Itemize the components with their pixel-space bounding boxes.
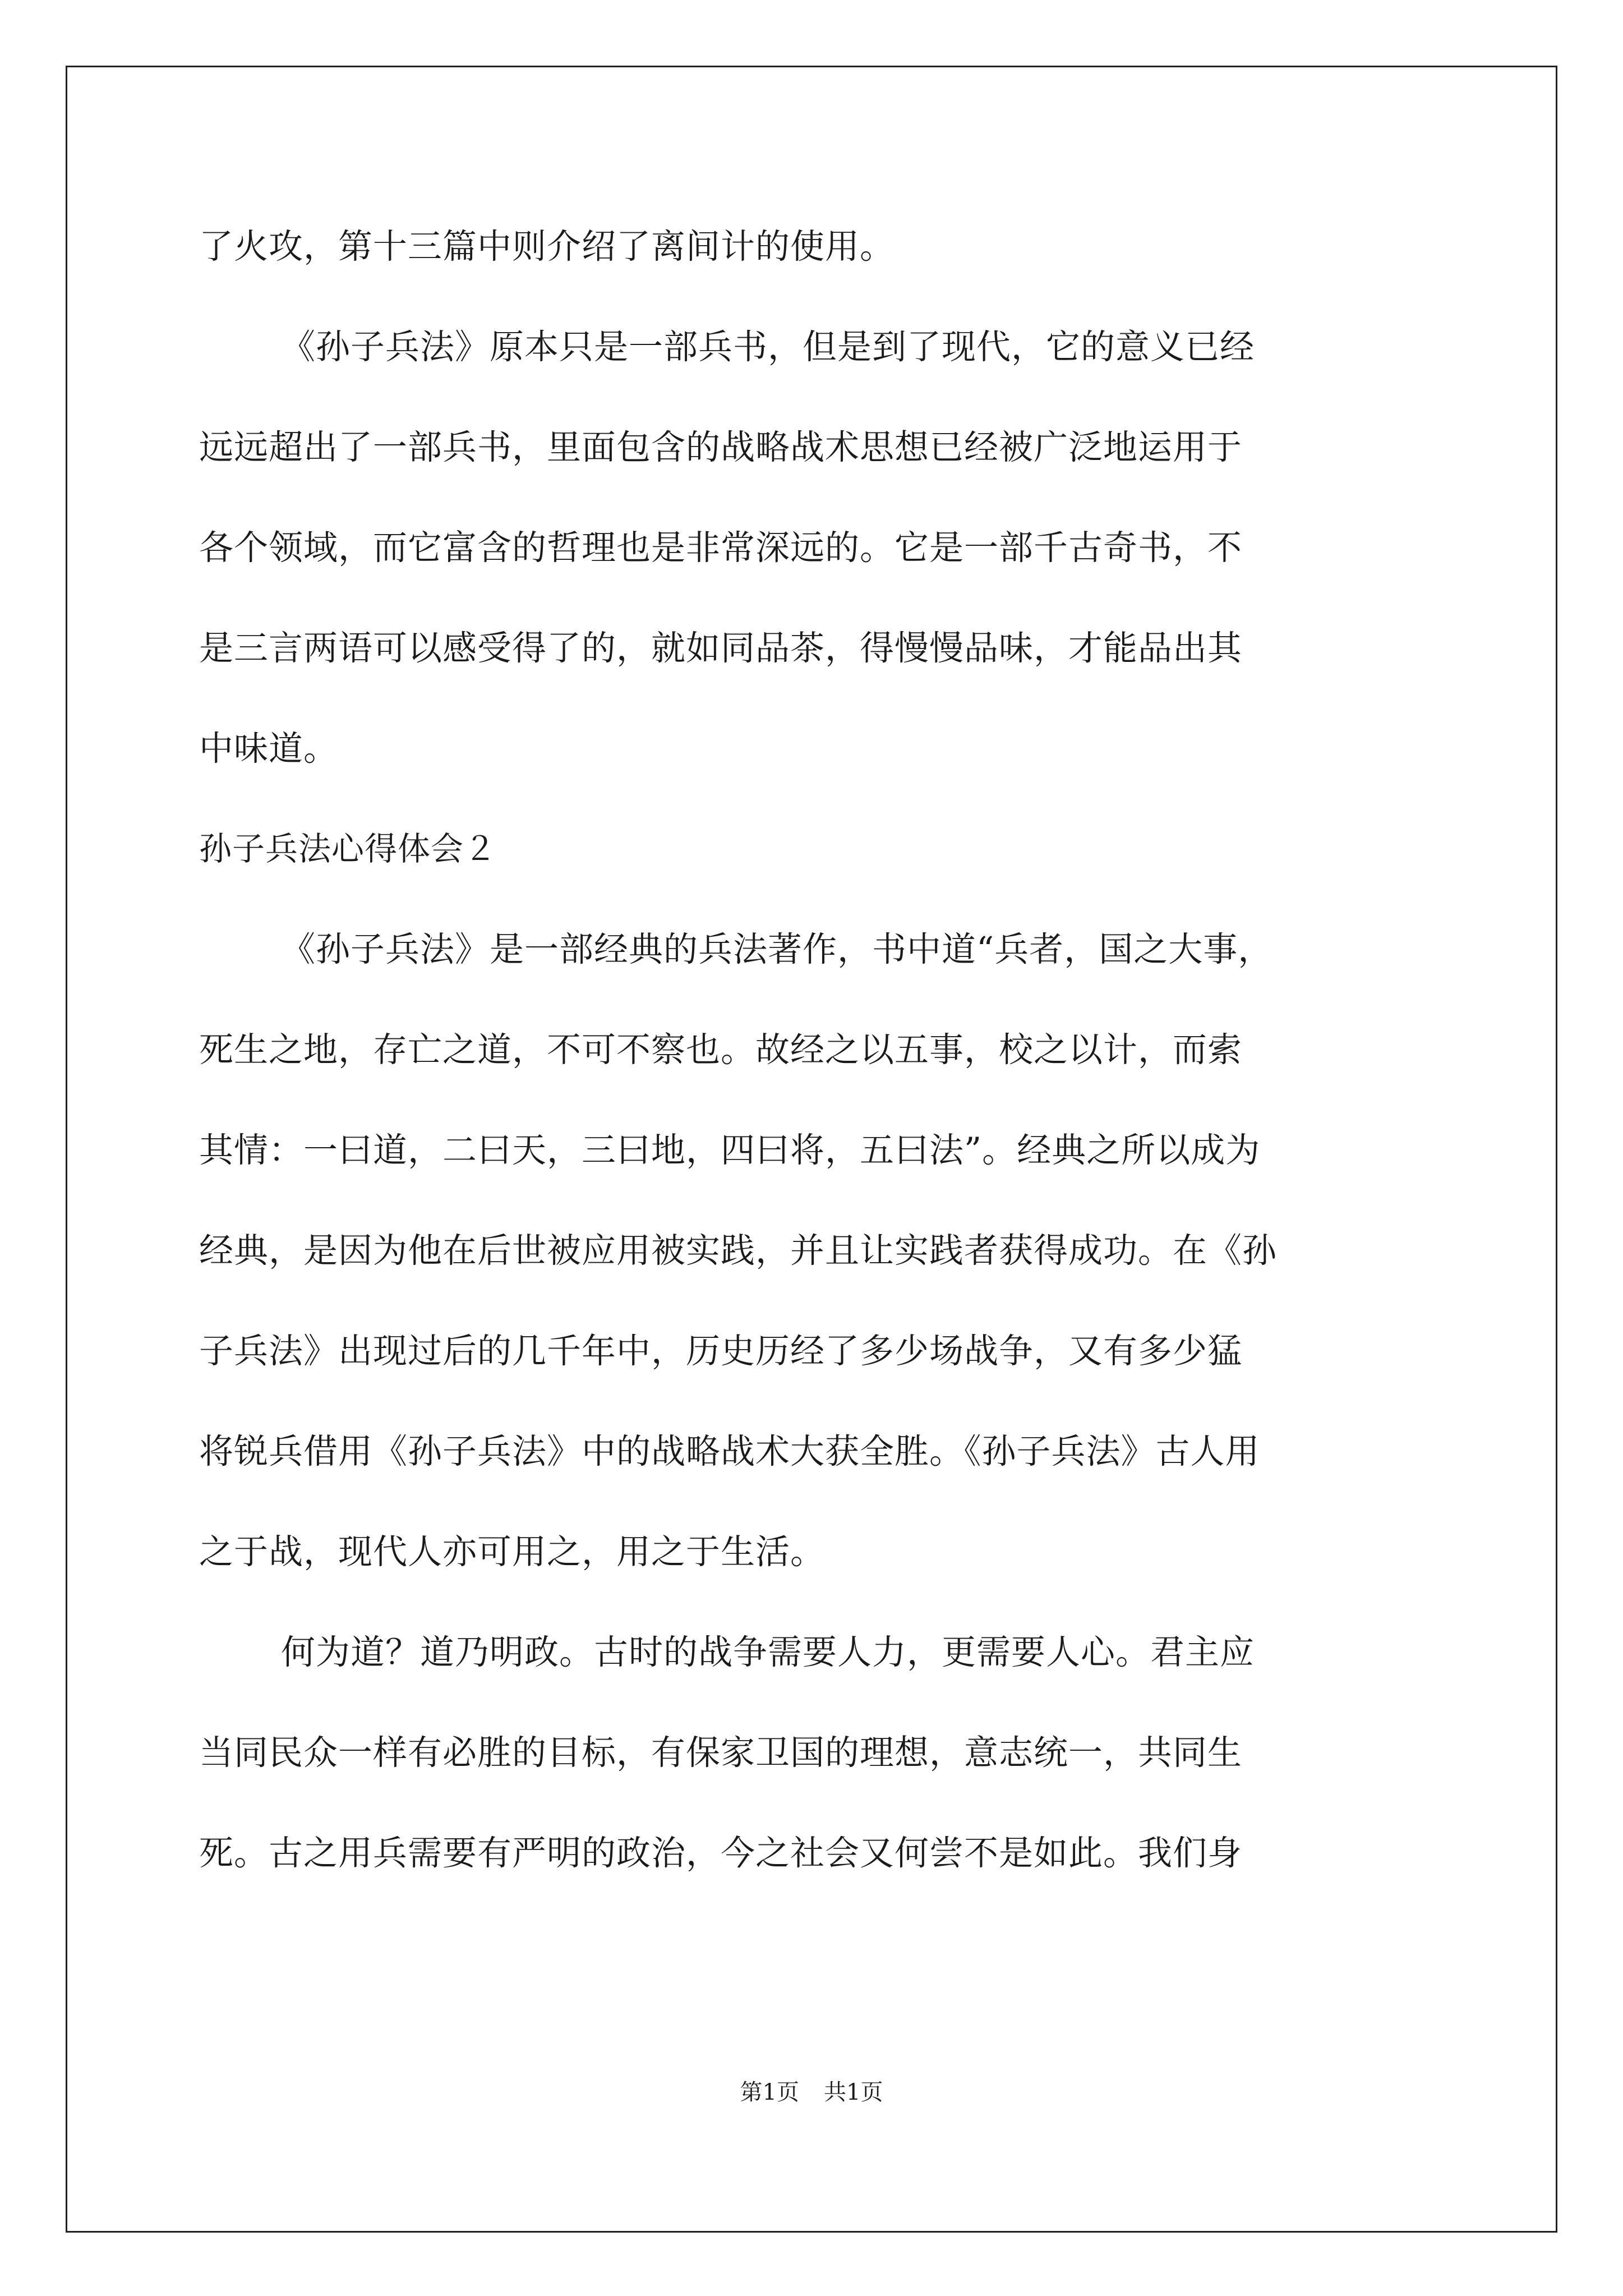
text-line: 之于战，现代人亦可用之，用之于生活。 bbox=[199, 1532, 826, 1572]
text-line: 子兵法》出现过后的几千年中，历史历经了多少场战争，又有多少猛 bbox=[199, 1331, 1243, 1371]
page-footer bbox=[0, 2074, 1623, 2106]
text-line: 是三言两语可以感受得了的，就如同品茶，得慢慢品味，才能品出其 bbox=[199, 628, 1243, 668]
paragraph-start: 《孙子兵法》原本只是一部兵书，但是到了现代，它的意义已经 bbox=[281, 327, 1255, 367]
text-line: 各个领域，而它富含的哲理也是非常深远的。它是一部千古奇书，不 bbox=[199, 528, 1243, 568]
text-line: 将锐兵借用《孙子兵法》中的战略战术大获全胜。《孙子兵法》古人用 bbox=[199, 1432, 1260, 1471]
text-line: 了火攻，第十三篇中则介绍了离间计的使用。 bbox=[199, 227, 895, 266]
text-line: 远远超出了一部兵书，里面包含的战略战术思想已经被广泛地运用于 bbox=[199, 427, 1243, 467]
section-heading: 孙子兵法心得体会２ bbox=[199, 830, 497, 868]
document-body bbox=[199, 196, 1450, 1903]
text-line: 死生之地，存亡之道，不可不察也。故经之以五事，校之以计，而索 bbox=[199, 1030, 1243, 1070]
text-line: 当同民众一样有必胜的目标，有保家卫国的理想，意志统一，共同生 bbox=[199, 1733, 1243, 1773]
page-number: 第1页 bbox=[740, 2079, 799, 2105]
text-line: 其情：一曰道，二曰天，三曰地，四曰将，五曰法”。经典之所以成为 bbox=[199, 1130, 1261, 1170]
text-line: 死。古之用兵需要有严明的政治，今之社会又何尝不是如此。我们身 bbox=[199, 1833, 1243, 1873]
paragraph-start: 何为道？道乃明政。古时的战争需要人力，更需要人心。君主应 bbox=[281, 1632, 1255, 1672]
text-line: 中味道。 bbox=[199, 729, 339, 769]
text-line: 经典，是因为他在后世被应用被实践，并且让实践者获得成功。在《孙 bbox=[199, 1231, 1278, 1271]
total-pages: 共1页 bbox=[824, 2079, 883, 2105]
paragraph-start: 《孙子兵法》是一部经典的兵法著作，书中道“兵者，国之大事， bbox=[281, 930, 1273, 969]
